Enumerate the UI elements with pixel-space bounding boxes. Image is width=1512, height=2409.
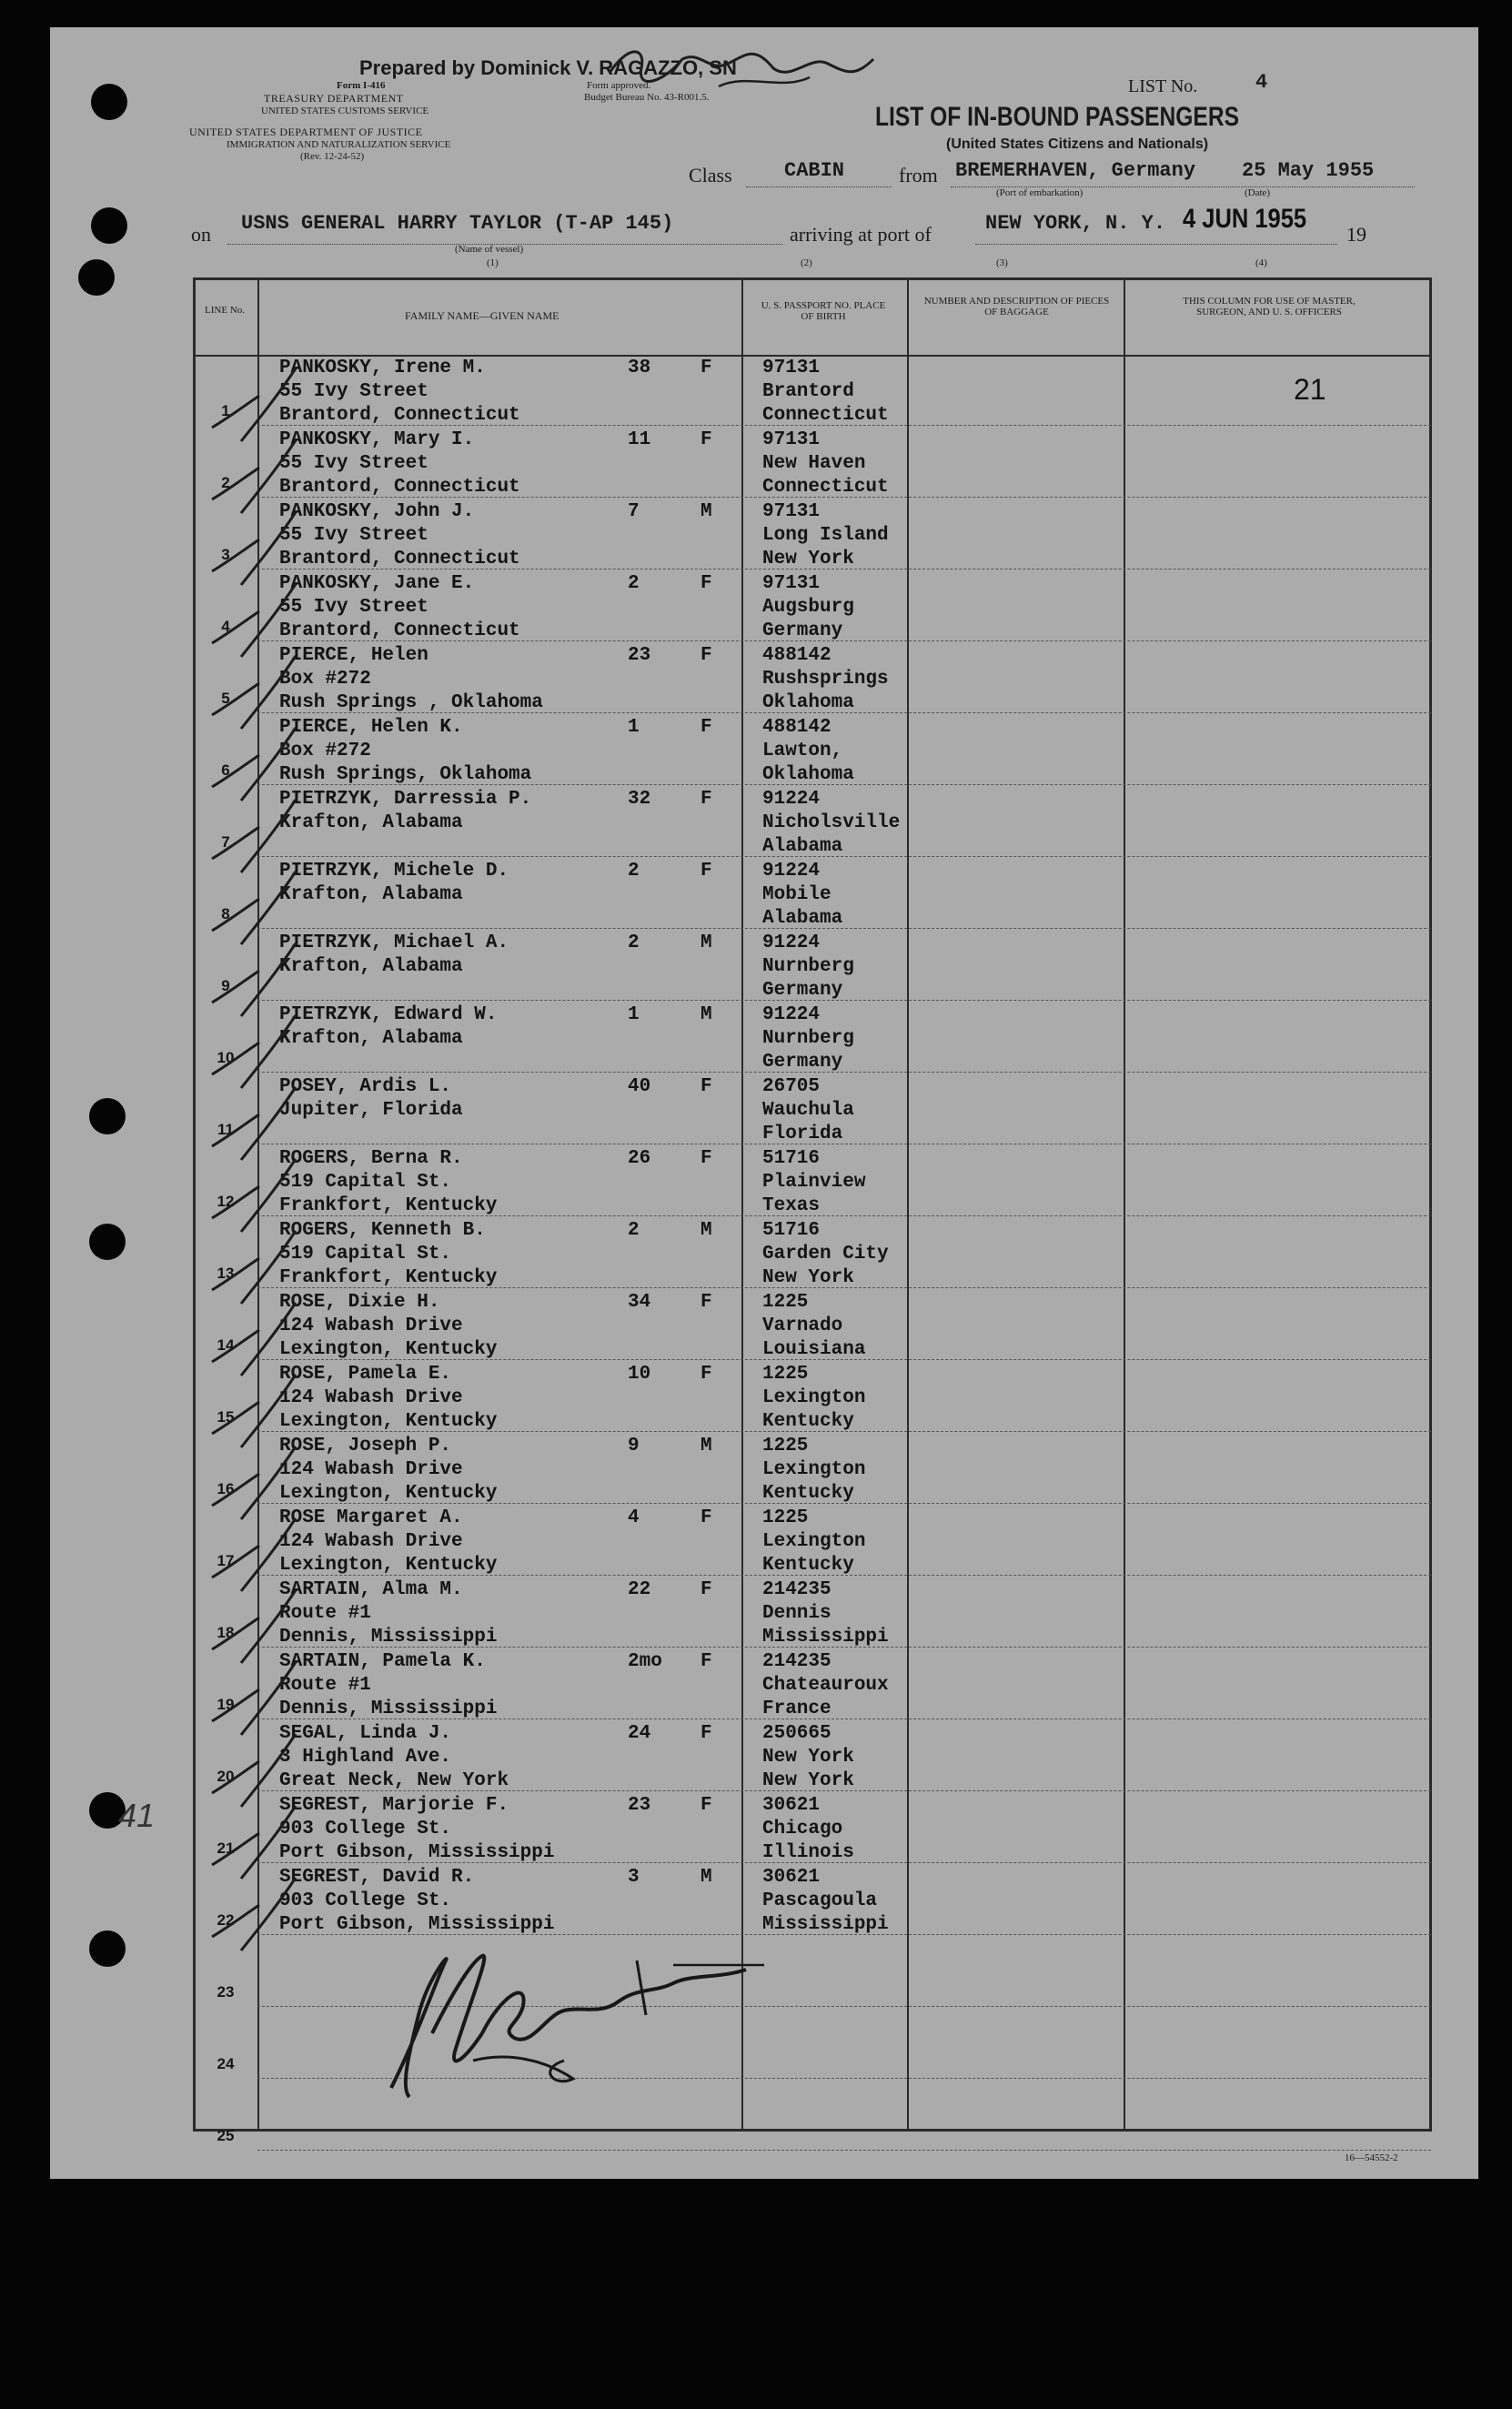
passenger-sex: M: [701, 1867, 712, 1888]
passenger-age: 2: [628, 573, 640, 594]
row-line-number: 22: [217, 1911, 235, 1929]
prepared-by: Prepared by Dominick V. RAGAZZO, SN: [359, 56, 737, 79]
passenger-age: 24: [628, 1723, 651, 1744]
passenger-address-line1: Route #1: [279, 1603, 371, 1624]
passenger-sex: F: [701, 1364, 712, 1385]
treasury-dept: TREASURY DEPARTMENT: [264, 92, 404, 105]
passenger-name: PANKOSKY, Irene M.: [279, 358, 486, 378]
birth-place-line2: France: [762, 1698, 832, 1719]
birth-place-line2: Oklahoma: [762, 692, 854, 713]
col-header-baggage: NUMBER AND DESCRIPTION OF PIECES OF BAGGAGE: [923, 296, 1110, 318]
binder-hole: [89, 1224, 126, 1260]
birth-place-line2: Germany: [762, 620, 843, 641]
doj-line1: UNITED STATES DEPARTMENT OF JUSTICE: [189, 126, 423, 138]
birth-place-line2: New York: [762, 1267, 854, 1288]
customs-service: UNITED STATES CUSTOMS SERVICE: [261, 106, 429, 116]
passenger-name: PIETRZYK, Edward W.: [279, 1004, 498, 1025]
passport-number: 97131: [762, 501, 821, 522]
class-value: CABIN: [784, 159, 845, 182]
passenger-name: PIETRZYK, Michele D.: [279, 861, 509, 882]
passenger-age: 1: [628, 1004, 640, 1025]
passenger-sex: M: [701, 1004, 712, 1025]
passenger-name: SEGREST, Marjorie F.: [279, 1795, 509, 1816]
passenger-age: 2mo: [628, 1651, 662, 1672]
passenger-sex: F: [701, 1507, 712, 1528]
col-header-line-no: LINE No.: [205, 305, 245, 316]
passenger-address-line1: Krafton, Alabama: [279, 1028, 463, 1049]
passenger-sex: F: [701, 358, 712, 378]
passport-number: 51716: [762, 1220, 821, 1241]
passport-number: 250665: [762, 1723, 832, 1744]
passenger-address-line1: Krafton, Alabama: [279, 884, 463, 905]
passport-number: 30621: [762, 1867, 821, 1888]
binder-hole: [91, 207, 127, 244]
row-line-number: 5: [221, 690, 230, 707]
birth-place-line2: Florida: [762, 1124, 843, 1144]
birth-place-line1: Rushsprings: [762, 669, 889, 690]
passenger-address-line2: Brantord, Connecticut: [279, 549, 520, 569]
birth-place-line1: Chicago: [762, 1819, 843, 1840]
row-line-number: 16: [217, 1480, 235, 1497]
passenger-address-line1: Route #1: [279, 1675, 371, 1696]
row-line-number: 4: [221, 618, 230, 635]
birth-place-line2: Alabama: [762, 908, 843, 929]
birth-place-line1: Lawton,: [762, 741, 843, 761]
row-line-number: 18: [217, 1624, 235, 1641]
from-label: from: [899, 164, 938, 186]
birth-place-line1: Brantord: [762, 381, 854, 402]
passenger-address-line1: 124 Wabash Drive: [279, 1531, 463, 1552]
passenger-sex: F: [701, 1292, 712, 1313]
row-line-number: 19: [217, 1696, 235, 1713]
passenger-age: 1: [628, 717, 640, 738]
passenger-address-line2: Dennis, Mississippi: [279, 1698, 498, 1719]
birth-place-line2: Kentucky: [762, 1555, 854, 1576]
passenger-address-line2: Dennis, Mississippi: [279, 1627, 498, 1648]
passenger-name: POSEY, Ardis L.: [279, 1076, 452, 1097]
from-value: BREMERHAVEN, Germany: [955, 159, 1196, 182]
year-prefix: 19: [1346, 223, 1366, 246]
passenger-sex: F: [701, 1076, 712, 1097]
birth-place-line1: Dennis: [762, 1603, 832, 1624]
birth-place-line2: Germany: [762, 1052, 843, 1073]
passport-number: 51716: [762, 1148, 821, 1169]
passenger-age: 7: [628, 501, 640, 522]
birth-place-line2: Mississippi: [762, 1914, 889, 1935]
passenger-age: 2: [628, 932, 640, 953]
passenger-address-line2: Port Gibson, Mississippi: [279, 1914, 555, 1935]
row-line-number: 21: [217, 1840, 235, 1857]
passenger-address-line1: Box #272: [279, 741, 371, 761]
passenger-sex: F: [701, 1723, 712, 1744]
passenger-name: PIETRZYK, Michael A.: [279, 932, 509, 953]
passport-number: 91224: [762, 932, 821, 953]
row-line-number: 7: [221, 833, 230, 851]
passport-number: 91224: [762, 789, 821, 810]
passenger-age: 32: [628, 789, 651, 810]
passenger-sex: M: [701, 1220, 712, 1241]
birth-place-line2: Texas: [762, 1195, 821, 1216]
passenger-address-line1: 519 Capital St.: [279, 1244, 452, 1265]
row-line-number: 2: [221, 474, 230, 491]
passenger-address-line2: Frankfort, Kentucky: [279, 1195, 498, 1216]
passenger-name: ROSE, Pamela E.: [279, 1364, 452, 1385]
birth-place-line1: Lexington: [762, 1531, 866, 1552]
passenger-name: PANKOSKY, Jane E.: [279, 573, 475, 594]
officer-note: 21: [1294, 373, 1326, 406]
passport-number: 97131: [762, 358, 821, 378]
row-line-number: 6: [221, 761, 230, 779]
passenger-age: 11: [628, 429, 651, 450]
passport-number: 1225: [762, 1292, 809, 1313]
passenger-address-line2: Rush Springs , Oklahoma: [279, 692, 543, 713]
budget-bureau: Budget Bureau No. 43-R001.5.: [584, 92, 710, 103]
doj-line3: (Rev. 12-24-52): [300, 151, 365, 162]
passenger-name: PIERCE, Helen K.: [279, 717, 463, 738]
passenger-address-line2: Lexington, Kentucky: [279, 1339, 498, 1360]
row-line-number: 12: [217, 1193, 235, 1210]
passenger-name: ROSE Margaret A.: [279, 1507, 463, 1528]
passport-number: 97131: [762, 429, 821, 450]
birth-place-line2: Oklahoma: [762, 764, 854, 785]
vessel-caption: (Name of vessel): [455, 244, 524, 255]
passenger-sex: M: [701, 1436, 712, 1456]
row-line-number: 9: [221, 977, 230, 994]
col1-number: (1): [487, 257, 499, 268]
col3-number: (3): [996, 257, 1008, 268]
passenger-name: ROGERS, Berna R.: [279, 1148, 463, 1169]
arriving-label: arriving at port of: [790, 223, 932, 246]
arrival-stamp: 4 JUN 1955: [1183, 204, 1307, 234]
passenger-name: PIETRZYK, Darressia P.: [279, 789, 532, 810]
passenger-sex: F: [701, 645, 712, 666]
passenger-age: 26: [628, 1148, 651, 1169]
margin-note: 41: [118, 1797, 156, 1834]
passenger-address-line1: 55 Ivy Street: [279, 453, 428, 474]
passenger-sex: M: [701, 932, 712, 953]
row-line-number: 13: [217, 1265, 235, 1282]
row-divider: [257, 856, 1431, 857]
birth-place-line2: Louisiana: [762, 1339, 866, 1360]
birth-place-line1: Nurnberg: [762, 1028, 854, 1049]
row-divider: [257, 928, 1431, 929]
passport-number: 30621: [762, 1795, 821, 1816]
passenger-sex: F: [701, 429, 712, 450]
col4-number: (4): [1255, 257, 1267, 268]
date-value: 25 May 1955: [1242, 159, 1375, 182]
row-divider: [257, 2150, 1431, 2151]
passenger-sex: F: [701, 1795, 712, 1816]
birth-place-line2: Mississippi: [762, 1627, 889, 1648]
passenger-age: 9: [628, 1436, 640, 1456]
passenger-address-line1: Box #272: [279, 669, 371, 690]
birth-place-line1: Plainview: [762, 1172, 866, 1193]
passenger-address-line1: Krafton, Alabama: [279, 812, 463, 833]
list-no-value: 4: [1255, 71, 1268, 94]
passenger-name: SARTAIN, Alma M.: [279, 1579, 463, 1600]
passenger-address-line2: Frankfort, Kentucky: [279, 1267, 498, 1288]
row-line-number: 23: [217, 1983, 235, 2001]
passenger-age: 2: [628, 861, 640, 882]
passenger-address-line1: 55 Ivy Street: [279, 381, 428, 402]
birth-place-line2: Illinois: [762, 1842, 854, 1863]
row-divider: [257, 1000, 1431, 1001]
passenger-address-line1: 124 Wabash Drive: [279, 1315, 463, 1336]
birth-place-line1: New York: [762, 1747, 854, 1768]
binder-hole: [89, 1098, 126, 1134]
passenger-age: 22: [628, 1579, 651, 1600]
manifest-subtitle: (United States Citizens and Nationals): [946, 136, 1209, 152]
passport-number: 1225: [762, 1436, 809, 1456]
passenger-address-line2: Lexington, Kentucky: [279, 1411, 498, 1432]
row-line-number: 25: [217, 2127, 235, 2144]
birth-place-line2: Kentucky: [762, 1483, 854, 1504]
date-caption: (Date): [1245, 187, 1271, 198]
form-approved: Form approved.: [587, 80, 651, 91]
birth-place-line1: Chateauroux: [762, 1675, 889, 1696]
passenger-sex: F: [701, 789, 712, 810]
passenger-sex: F: [701, 1579, 712, 1600]
passenger-address-line2: Great Neck, New York: [279, 1770, 509, 1791]
passenger-sex: F: [701, 573, 712, 594]
birth-place-line1: Pascagoula: [762, 1890, 878, 1911]
birth-place-line2: Connecticut: [762, 405, 889, 426]
passport-number: 1225: [762, 1364, 809, 1385]
passenger-address-line1: Jupiter, Florida: [279, 1100, 463, 1121]
birth-place-line1: Lexington: [762, 1459, 866, 1480]
passenger-address-line1: 55 Ivy Street: [279, 597, 428, 618]
passenger-name: SEGAL, Linda J.: [279, 1723, 452, 1744]
birth-place-line1: New Haven: [762, 453, 866, 474]
col-header-passport: U. S. PASSPORT NO. PLACE OF BIRTH: [761, 300, 886, 322]
birth-place-line1: Nurnberg: [762, 956, 854, 977]
birth-place-line1: Augsburg: [762, 597, 854, 618]
passenger-age: 3: [628, 1867, 640, 1888]
passport-number: 488142: [762, 717, 832, 738]
row-divider: [257, 2006, 1431, 2007]
passenger-address-line1: 124 Wabash Drive: [279, 1459, 463, 1480]
passenger-name: PIERCE, Helen: [279, 645, 428, 666]
port-value: NEW YORK, N. Y.: [985, 212, 1166, 235]
passenger-address-line1: 903 College St.: [279, 1819, 452, 1840]
passenger-age: 4: [628, 1507, 640, 1528]
manifest-title: LIST OF IN-BOUND PASSENGERS: [875, 102, 1240, 132]
row-line-number: 15: [217, 1408, 235, 1426]
birth-place-line2: Alabama: [762, 836, 843, 857]
footer-code: 16—54552-2: [1345, 2152, 1398, 2163]
birth-place-line2: Kentucky: [762, 1411, 854, 1432]
birth-place-line2: New York: [762, 549, 854, 569]
binder-hole: [78, 259, 115, 296]
passenger-name: PANKOSKY, Mary I.: [279, 429, 475, 450]
passenger-address-line2: Port Gibson, Mississippi: [279, 1842, 555, 1863]
passport-number: 488142: [762, 645, 832, 666]
row-line-number: 11: [217, 1121, 234, 1138]
birth-place-line1: Mobile: [762, 884, 832, 905]
passenger-age: 40: [628, 1076, 651, 1097]
passenger-name: SARTAIN, Pamela K.: [279, 1651, 486, 1672]
binder-hole: [91, 84, 127, 120]
passenger-sex: M: [701, 501, 712, 522]
row-line-number: 8: [221, 905, 230, 922]
passenger-address-line1: 519 Capital St.: [279, 1172, 452, 1193]
passenger-name: ROSE, Joseph P.: [279, 1436, 452, 1456]
row-line-number: 17: [217, 1552, 235, 1569]
list-no-label: LIST No.: [1128, 76, 1198, 96]
passport-number: 91224: [762, 861, 821, 882]
passenger-age: 2: [628, 1220, 640, 1241]
passport-number: 97131: [762, 573, 821, 594]
form-number: Form I-416: [337, 80, 386, 91]
passenger-age: 38: [628, 358, 651, 378]
passenger-address-line2: Lexington, Kentucky: [279, 1483, 498, 1504]
row-line-number: 14: [217, 1336, 235, 1354]
passenger-age: 10: [628, 1364, 651, 1385]
passenger-sex: F: [701, 861, 712, 882]
row-line-number: 24: [217, 2055, 235, 2072]
on-label: on: [191, 223, 211, 246]
birth-place-line1: Wauchula: [762, 1100, 854, 1121]
col-header-officers: THIS COLUMN FOR USE OF MASTER, SURGEON, AND U. S. OFFICERS: [1183, 296, 1356, 318]
passenger-address-line2: Brantord, Connecticut: [279, 477, 520, 498]
passenger-address-line1: Krafton, Alabama: [279, 956, 463, 977]
passenger-address-line1: 3 Highland Ave.: [279, 1747, 452, 1768]
passenger-name: PANKOSKY, John J.: [279, 501, 475, 522]
row-line-number: 10: [217, 1049, 235, 1066]
class-label: Class: [689, 164, 732, 186]
birth-place-line1: Lexington: [762, 1387, 866, 1408]
passport-number: 91224: [762, 1004, 821, 1025]
from-caption: (Port of embarkation): [996, 187, 1084, 198]
row-divider: [257, 2078, 1431, 2079]
passenger-address-line2: Rush Springs, Oklahoma: [279, 764, 532, 785]
passenger-age: 23: [628, 1795, 651, 1816]
passport-number: 214235: [762, 1579, 832, 1600]
birth-place-line1: Long Island: [762, 525, 889, 546]
row-line-number: 3: [221, 546, 230, 563]
passport-number: 26705: [762, 1076, 821, 1097]
passenger-name: SEGREST, David R.: [279, 1867, 475, 1888]
birth-place-line2: Germany: [762, 980, 843, 1001]
col2-number: (2): [801, 257, 812, 268]
row-line-number: 20: [217, 1768, 235, 1785]
doj-line2: IMMIGRATION AND NATURALIZATION SERVICE: [227, 139, 451, 150]
passport-number: 214235: [762, 1651, 832, 1672]
binder-hole: [89, 1930, 126, 1967]
passenger-sex: F: [701, 1651, 712, 1672]
passenger-address-line2: Brantord, Connecticut: [279, 620, 520, 641]
col-header-name: FAMILY NAME—GIVEN NAME: [405, 309, 559, 322]
birth-place-line1: Nicholsville: [762, 812, 901, 833]
vessel-value: USNS GENERAL HARRY TAYLOR (T-AP 145): [241, 212, 674, 235]
passenger-address-line1: 124 Wabash Drive: [279, 1387, 463, 1408]
passenger-address-line1: 55 Ivy Street: [279, 525, 428, 546]
passenger-name: ROSE, Dixie H.: [279, 1292, 440, 1313]
birth-place-line2: New York: [762, 1770, 854, 1791]
passenger-name: ROGERS, Kenneth B.: [279, 1220, 486, 1241]
birth-place-line1: Garden City: [762, 1244, 889, 1265]
passenger-sex: F: [701, 717, 712, 738]
row-divider: [257, 1072, 1431, 1073]
passport-number: 1225: [762, 1507, 809, 1528]
passenger-sex: F: [701, 1148, 712, 1169]
passenger-age: 34: [628, 1292, 651, 1313]
passenger-age: 23: [628, 645, 651, 666]
birth-place-line2: Connecticut: [762, 477, 889, 498]
passenger-address-line2: Lexington, Kentucky: [279, 1555, 498, 1576]
passenger-address-line1: 903 College St.: [279, 1890, 452, 1911]
passenger-address-line2: Brantord, Connecticut: [279, 405, 520, 426]
birth-place-line1: Varnado: [762, 1315, 843, 1336]
row-line-number: 1: [221, 402, 230, 419]
